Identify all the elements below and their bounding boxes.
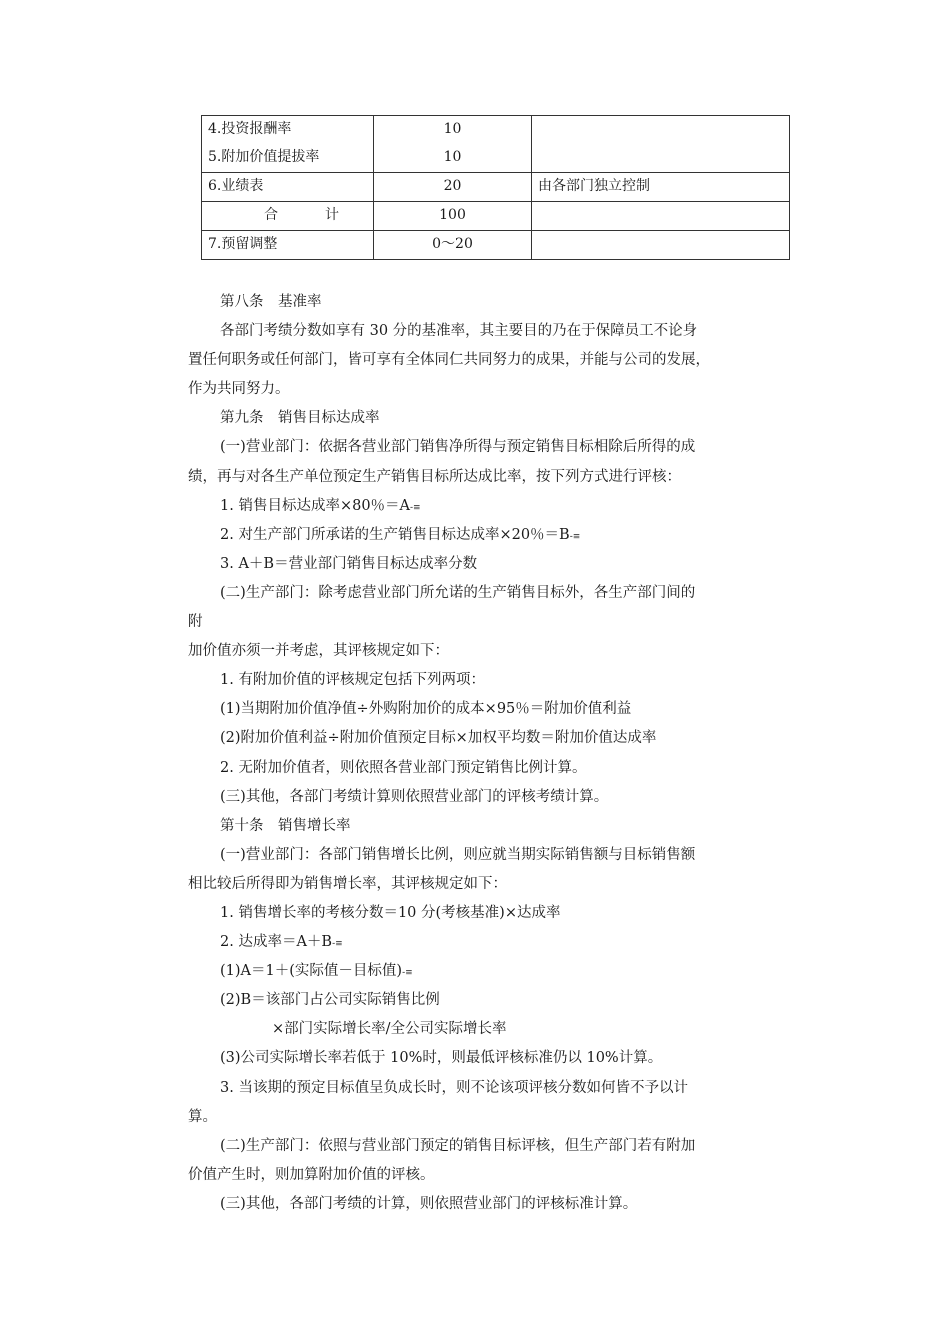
item-label: 4.投资报酬率	[208, 121, 292, 137]
document-body	[188, 288, 800, 1219]
line-text: 1. 销售增长率的考核分数＝10 分(考核基准)×达成率	[220, 904, 561, 921]
line-text: (二)生产部门：除考虑营业部门所允诺的生产销售目标外，各生产部门间的	[220, 584, 696, 601]
score-cell	[374, 202, 532, 231]
line-text: (3)公司实际增长率若低于 10%时，则最低评核标准仍以 10%计算。	[220, 1050, 663, 1067]
line-text: 1. 销售目标达成率×80％＝A	[220, 497, 411, 514]
paragraph-line	[188, 928, 800, 957]
total-label-part: 计	[325, 207, 339, 223]
paragraph-line	[188, 637, 800, 666]
paragraph-line	[188, 346, 800, 375]
table-row	[202, 173, 790, 202]
line-text: 2. 对生产部门所承诺的生产销售目标达成率×20％＝B	[220, 526, 570, 543]
note-cell	[532, 231, 790, 260]
table-row	[202, 116, 790, 173]
note-cell	[532, 116, 790, 173]
paragraph-line	[188, 1074, 800, 1103]
score-table	[201, 115, 790, 260]
line-text: (三)其他，各部门考绩计算则依照营业部门的评核考绩计算。	[220, 788, 609, 805]
item-cell	[202, 202, 374, 231]
subscript-mark: -≡	[332, 939, 343, 950]
score-value: 10	[443, 121, 462, 137]
total-label-part: 合	[264, 207, 278, 223]
paragraph-line	[188, 841, 800, 870]
subscript-mark: -≡	[402, 968, 413, 979]
line-text: 第八条 基准率	[220, 294, 322, 310]
item-cell	[202, 116, 374, 173]
line-text: 相比较后所得即为销售增长率，其评核规定如下：	[188, 875, 507, 892]
line-text: (一)营业部门：各部门销售增长比例，则应就当期实际销售额与目标销售额	[220, 846, 696, 863]
subscript-mark: -≡	[569, 531, 581, 542]
item-cell	[202, 173, 374, 202]
line-text: (二)生产部门：依照与营业部门预定的销售目标评核，但生产部门若有附加	[220, 1137, 696, 1154]
paragraph-line	[188, 666, 800, 695]
score-value: 0～20	[432, 236, 473, 252]
paragraph-line	[188, 783, 800, 812]
line-text: 2. 无附加价值者，则依照各营业部门预定销售比例计算。	[220, 759, 587, 776]
paragraph-line	[188, 812, 800, 841]
paragraph-line	[188, 899, 800, 928]
paragraph-line	[188, 492, 800, 521]
score-value: 100	[439, 207, 466, 223]
score-value: 10	[443, 149, 462, 165]
note-cell	[532, 173, 790, 202]
paragraph-line	[188, 550, 800, 579]
line-text: (1)A＝1＋(实际值－目标值)	[220, 963, 403, 980]
score-cell	[374, 231, 532, 260]
paragraph-line	[188, 404, 800, 433]
item-label: 7.预留调整	[208, 236, 278, 252]
paragraph-line	[188, 1190, 800, 1219]
paragraph-line	[188, 433, 800, 462]
line-text: 绩，再与对各生产单位预定生产销售目标所达成比率，按下列方式进行评核：	[188, 468, 681, 485]
note-text: 由各部门独立控制	[538, 178, 650, 194]
paragraph-line	[188, 317, 800, 346]
paragraph-line	[188, 608, 800, 637]
line-text: (一)营业部门：依据各营业部门销售净所得与预定销售目标相除后所得的成	[220, 439, 696, 456]
paragraph-line	[188, 521, 800, 550]
paragraph-line	[188, 1161, 800, 1190]
item-label: 6.业绩表	[208, 178, 264, 194]
line-text: 第九条 销售目标达成率	[220, 410, 380, 427]
subscript-mark: -≡	[410, 502, 421, 513]
line-text: 附	[188, 614, 203, 631]
paragraph-line	[188, 986, 800, 1015]
line-text: (1)当期附加价值净值÷外购附加价的成本×95％＝附加价值利益	[220, 701, 632, 718]
paragraph-line	[188, 579, 800, 608]
line-text: 3. 当该期的预定目标值呈负成长时，则不论该项评核分数如何皆不予以计	[220, 1079, 688, 1096]
paragraph-line	[188, 754, 800, 783]
table-row-total	[202, 202, 790, 231]
score-value: 20	[443, 178, 462, 194]
line-text: 第十条 销售增长率	[220, 817, 351, 834]
line-text: 2. 达成率＝A＋B	[220, 934, 333, 951]
line-text: (2)附加价值利益÷附加价值预定目标×加权平均数＝附加价值达成率	[220, 730, 657, 747]
line-text: 1. 有附加价值的评核规定包括下列两项：	[220, 672, 485, 689]
line-text: 价值产生时，则加算附加价值的评核。	[188, 1166, 435, 1183]
paragraph-line	[188, 288, 800, 317]
item-label: 5.附加价值提拔率	[208, 149, 320, 165]
line-text: ×部门实际增长率/全公司实际增长率	[272, 1021, 507, 1038]
paragraph-line	[188, 1015, 800, 1044]
line-text: 加价值亦须一并考虑，其评核规定如下：	[188, 643, 449, 660]
line-text: (2)B＝该部门占公司实际销售比例	[220, 992, 440, 1009]
paragraph-line	[188, 1103, 800, 1132]
line-text: 3. A＋B＝营业部门销售目标达成率分数	[220, 555, 478, 572]
line-text: 置任何职务或任何部门，皆可享有全体同仁共同努力的成果，并能与公司的发展，	[188, 352, 710, 369]
score-cell	[374, 173, 532, 202]
score-cell	[374, 116, 532, 173]
paragraph-line	[188, 1132, 800, 1161]
line-text: 各部门考绩分数如享有 30 分的基准率，其主要目的乃在于保障员工不论身	[220, 323, 698, 340]
table-row	[202, 231, 790, 260]
paragraph-line	[188, 375, 800, 404]
paragraph-line	[188, 870, 800, 899]
paragraph-line	[188, 724, 800, 753]
line-text: 算。	[188, 1108, 217, 1125]
paragraph-line	[188, 957, 800, 986]
paragraph-line	[188, 1044, 800, 1073]
paragraph-line	[188, 463, 800, 492]
line-text: 作为共同努力。	[188, 381, 290, 398]
paragraph-line	[188, 695, 800, 724]
line-text: (三)其他，各部门考绩的计算，则依照营业部门的评核标准计算。	[220, 1195, 638, 1212]
item-cell	[202, 231, 374, 260]
note-cell	[532, 202, 790, 231]
